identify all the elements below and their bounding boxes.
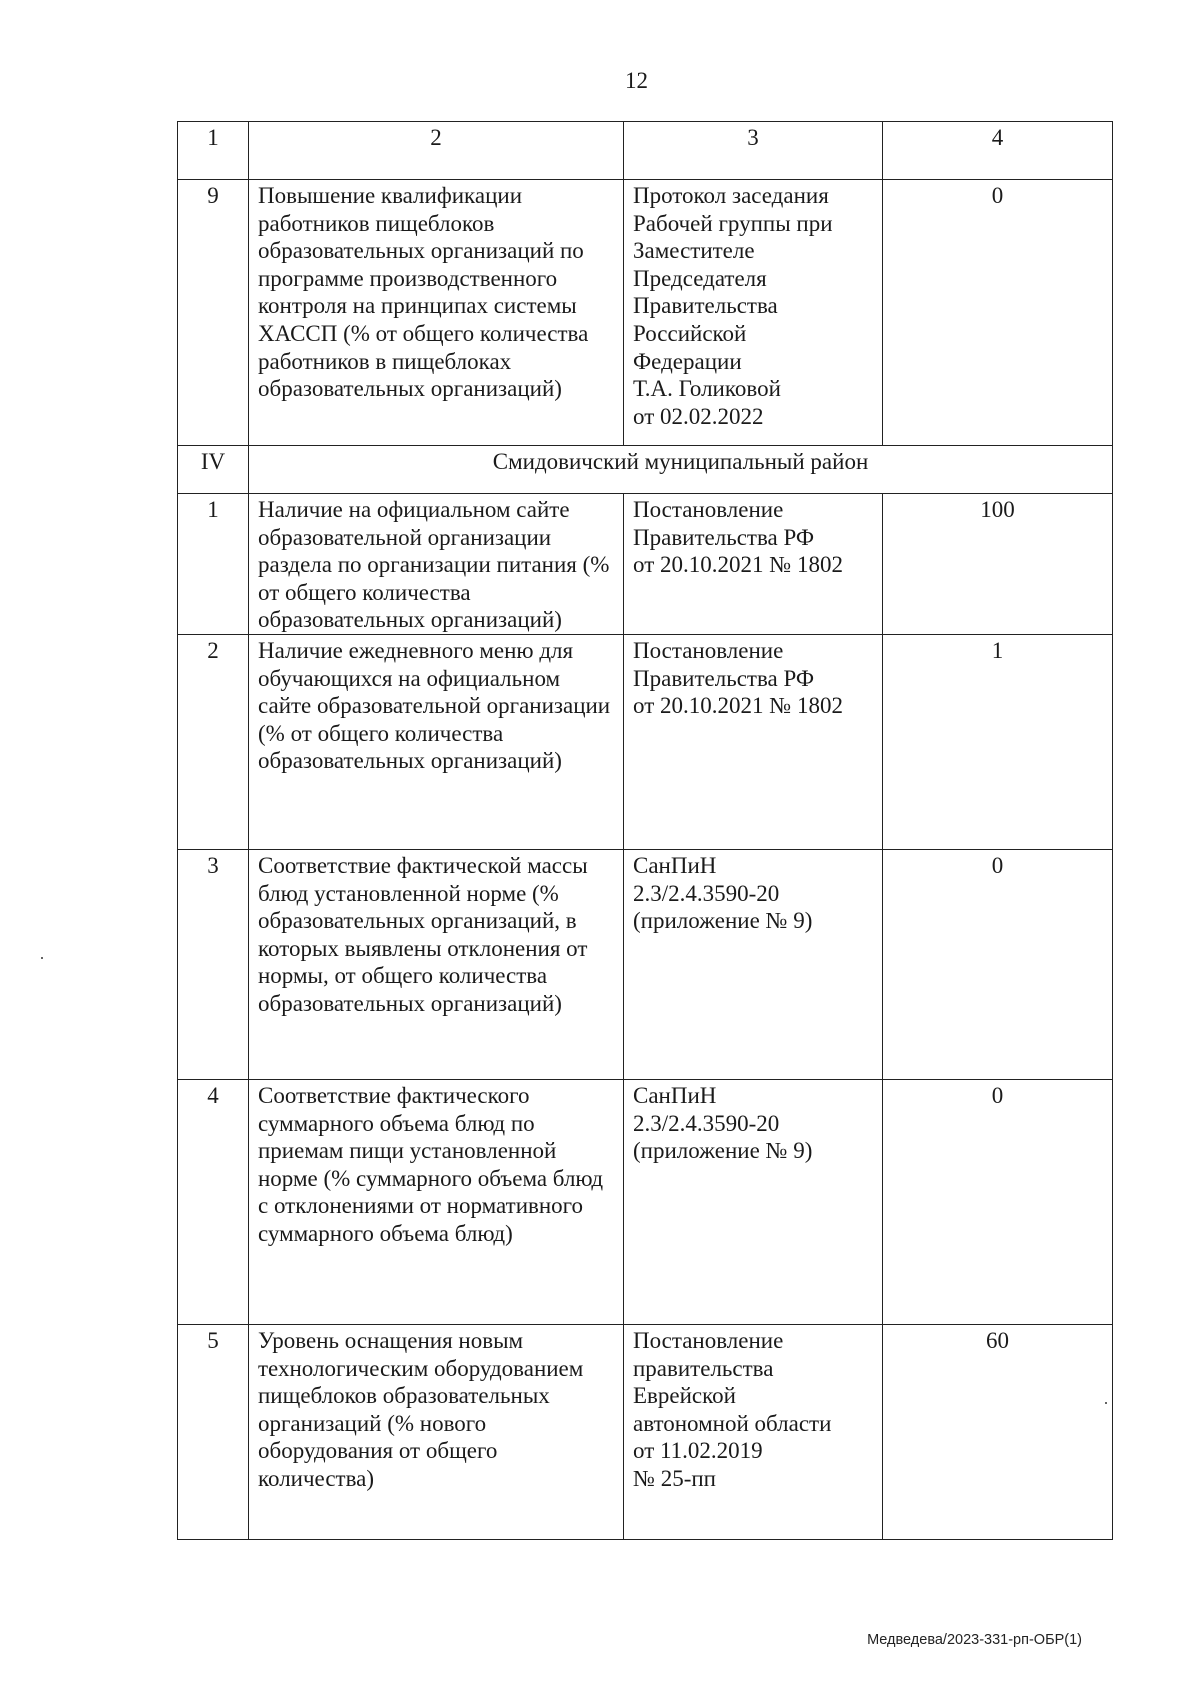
row-number: 2 — [178, 635, 249, 850]
indicator-cell: Уровень оснащения новым технологическим оборудованием пищеблоков образовательных организаций (% нового оборудования от общего количества) — [249, 1325, 624, 1540]
table-row — [178, 1080, 1113, 1325]
value-cell: 100 — [883, 494, 1113, 635]
indicator-cell: Повышение квалификации работников пищеблоков образовательных организаций по программе производственного контроля на принципах системы ХАССП (% от общего количества работников в пищеблоках образовательных организаций) — [249, 180, 624, 446]
indicator-cell: Наличие на официальном сайте образовательной организации раздела по организации питания (% от общего количества образовательных организаций) — [249, 494, 624, 635]
indicator-cell: Наличие ежедневного меню для обучающихся на официальном сайте образовательной организации (% от общего количества образовательных организаций) — [249, 635, 624, 850]
indicator-cell: Соответствие фактической массы блюд установленной норме (% образовательных организаций, в которых выявлены отклонения от нормы, от общего количества образовательных организаций) — [249, 850, 624, 1080]
value-cell: 0 — [883, 180, 1113, 446]
value-cell: 60 — [883, 1325, 1113, 1540]
table-row — [178, 494, 1113, 635]
basis-cell: СанПиН 2.3/2.4.3590-20 (приложение № 9) — [624, 850, 883, 1080]
basis-cell: Постановление Правительства РФ от 20.10.2021 № 1802 — [624, 635, 883, 850]
header-cell: 3 — [624, 122, 883, 180]
document-footer: Медведева/2023-331-рп-ОБР(1) — [867, 1632, 1082, 1648]
header-cell: 4 — [883, 122, 1113, 180]
value-cell: 0 — [883, 1080, 1113, 1325]
value-cell: 1 — [883, 635, 1113, 850]
header-cell: 2 — [249, 122, 624, 180]
page-number: 12 — [625, 68, 648, 93]
table-row — [178, 635, 1113, 850]
table-row — [178, 180, 1113, 446]
table-header-row — [178, 122, 1113, 180]
row-number: 3 — [178, 850, 249, 1080]
scan-speck — [1105, 1402, 1107, 1404]
basis-cell: Постановление Правительства РФ от 20.10.2021 № 1802 — [624, 494, 883, 635]
row-number: 5 — [178, 1325, 249, 1540]
section-number: IV — [178, 446, 249, 494]
section-row — [178, 446, 1113, 494]
row-number: 9 — [178, 180, 249, 446]
value-cell: 0 — [883, 850, 1113, 1080]
basis-cell: Постановление правительства Еврейской автономной области от 11.02.2019 № 25-пп — [624, 1325, 883, 1540]
indicator-cell: Соответствие фактического суммарного объема блюд по приемам пищи установленной норме (% суммарного объема блюд с отклонениями от нормативного суммарного объема блюд) — [249, 1080, 624, 1325]
scan-speck — [41, 957, 43, 959]
header-cell: 1 — [178, 122, 249, 180]
indicators-table — [177, 121, 1113, 1540]
row-number: 1 — [178, 494, 249, 635]
basis-cell: СанПиН 2.3/2.4.3590-20 (приложение № 9) — [624, 1080, 883, 1325]
table-row — [178, 1325, 1113, 1540]
section-title: Смидовичский муниципальный район — [249, 446, 1113, 494]
table-row — [178, 850, 1113, 1080]
basis-cell: Протокол заседания Рабочей группы при Заместителе Председателя Правительства Российской Федерации Т.А. Голиковой от 02.02.2022 — [624, 180, 883, 446]
row-number: 4 — [178, 1080, 249, 1325]
